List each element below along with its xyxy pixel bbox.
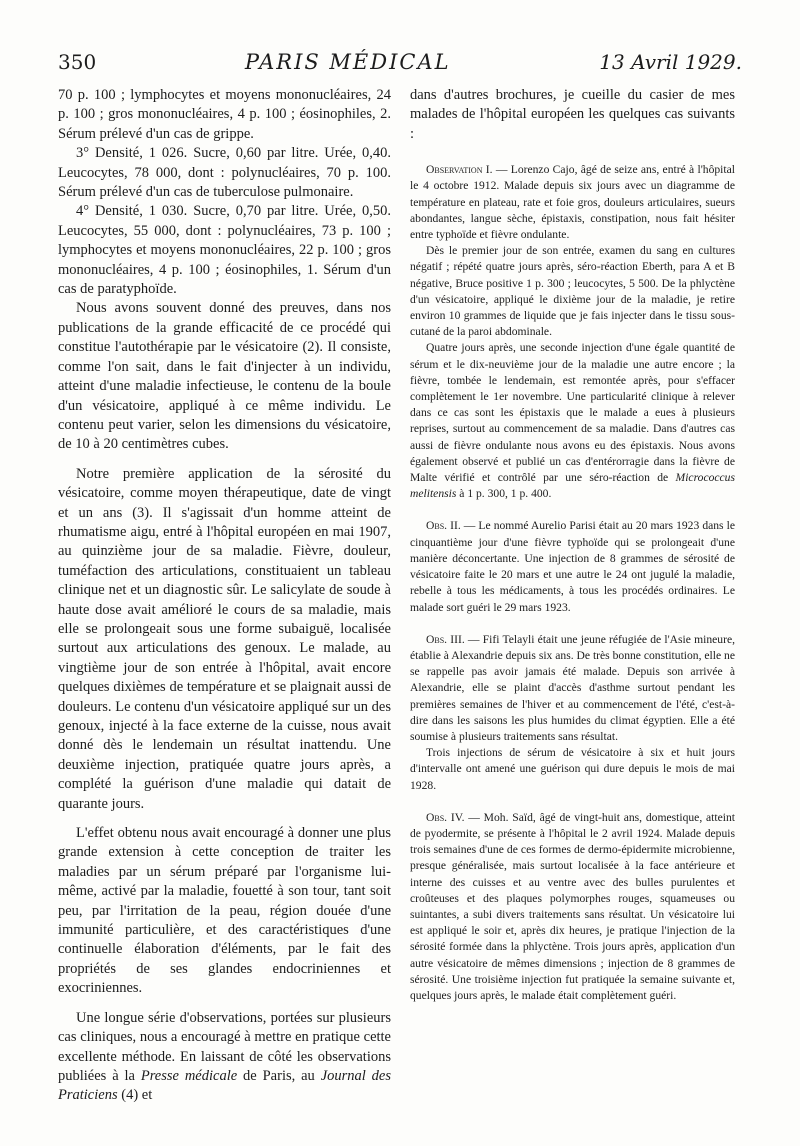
paragraph: L'effet obtenu nous avait encouragé à donner une plus grande extension à cette conception de traiter les maladies par un sérum préparé par l'organisme lui-même, activé par la maladie, fouetté à son tour, tant soit peu, par l'irritation de la peau, région douée d'une immunité particulière, et des caractéristiques d'une continuelle élaboration d'éléments, par le fait des propriétés de ses glandes endocriniennes et exocriniennes. xyxy=(58,825,391,997)
paragraph: Une longue série d'observations, portées sur plusieurs cas cliniques, nous a encouragé à mettre en pratique cette excellente méthode. En laissant de côté les observations publiées à la Presse médicale de Paris, au Journal des Praticiens (4) et xyxy=(58,1009,391,1104)
paragraph: Quatre jours après, une seconde injection d'une égale quantité de sérum et le dix-neuvième jour de la maladie une autre encore ; la fièvre, tombée le lendemain, est remontée après, pour s'effacer complètement le 1er novembre. Une particularité clinique à relever dans ce cas sont les épistaxis que le malade a eues à plusieurs reprises, surtout au commencement de sa maladie. Dans d'autres cas aussi de fièvre ondulante nous avons eu des épistaxis. Nous avons également observé et publié un cas d'entérorragie dans la fièvre de Malte vérifié et contrôlé par une séro-réaction de Micrococcus melitensis à 1 p. 300, 1 p. 400. xyxy=(410,341,735,501)
observation-label: Obs. II. xyxy=(426,519,461,533)
observation-label: Obs. IV. xyxy=(426,810,465,824)
paragraph: Trois injections de sérum de vésicatoire à six et huit jours d'intervalle ont amené une guérison qui dure depuis le mois de mai 1928. xyxy=(410,746,735,792)
paragraph: 70 p. 100 ; lymphocytes et moyens mononucléaires, 24 p. 100 ; gros mononucléaires, 4 p. 100 ; éosinophiles, 2. Sérum prélevé d'un cas de grippe. xyxy=(58,87,391,142)
right-column xyxy=(410,86,735,1004)
paragraph: 3° Densité, 1 026. Sucre, 0,60 par litre. Urée, 0,40. Leucocytes, 78 000, dont : polynucléaires, 70 p. 100. Sérum prélevé d'un cas de tuberculose pulmonaire. xyxy=(58,145,391,201)
paragraph: 4° Densité, 1 030. Sucre, 0,70 par litre. Urée, 0,50. Leucocytes, 55 000, dont : polynucléaires, 73 p. 100 ; lymphocytes et moyens mononucléaires, 22 p. 100 ; gros mononucléaires, 4 p. 100 ; éosinophiles, 1. Sérum d'un cas de paratyphoïde. xyxy=(58,203,391,298)
paragraph: Dès le premier jour de son entrée, examen du sang en cultures négatif ; répété quatre jours après, séro-réaction Eberth, para A et B négative, Bruce positive 1 p. 300 ; leucocytes, 5 500. De la phlyctène d'un vésicatoire, appliqué le dixième jour de la maladie, je retire environ 10 grammes de liquide que je fais injecter dans le tissu sous-cutané de la paroi abdominale. xyxy=(410,244,735,339)
page-header xyxy=(58,50,742,84)
issue-date: 13 Avril 1929. xyxy=(599,50,742,74)
observation-3: Obs. III. — Fifi Telayli était une jeune réfugiée de l'Asie mineure, établie à Alexandrie depuis six ans. De très bonne constitution, elle ne se rappelle pas avoir jamais été malade. Depuis son arrivée à Alexandrie, elle se plaint d'accès d'asthme surtout pendant les premières semaines de l'hiver et au commencement de l'été, c'est-à-dire dans les saisons les plus humides du climat égyptien. Elle a été soumise à plusieurs traitements sans résultat. xyxy=(410,632,735,743)
observation-1: Observation I. — Lorenzo Cajo, âgé de seize ans, entré à l'hôpital le 4 octobre 1912. Malade depuis six jours avec un diagramme de température en plateau, rate et foie gros, douleurs articulaires, sueurs abondantes, langue sèche, épistaxis, constipation, nous fait hésiter entre typhoïde et fièvre ondulante. xyxy=(410,163,735,242)
observation-label: Obs. III. xyxy=(426,632,465,646)
page-number: 350 xyxy=(58,50,97,74)
observation-label: Observation I. xyxy=(426,163,493,177)
paragraph: Notre première application de la sérosité du vésicatoire, comme moyen thérapeutique, date de vingt et un ans (3). Il s'agissait d'un homme atteint de rhumatisme aigu, entré à l'hôpital européen en mai 1907, au quinzième jour de sa maladie. Fièvre, douleur, tuméfaction des articulations, constituaient un tableau clinique net et un diagnostic sûr. Le salicylate de soude à haute dose avait amélioré le cours de sa maladie, mais elle se prolongeait sous une forme subaiguë, localisée surtout aux articulations des genoux. Le malade, au vingtième jour de son entrée à l'hôpital, avait encore quelques dixièmes de température et se plaignait aussi de douleurs. Le contenu d'un vésicatoire appliqué sur un des genoux, injecté à la face externe de la cuisse, nous avait donné dès le lendemain un résultat inattendu. Une deuxième injection, pratiquée quatre jours après, a complété la guérison d'une maladie qui datait de quarante jours. xyxy=(58,465,391,812)
paragraph: Nous avons souvent donné des preuves, dans nos publications de la grande efficacité de ce procédé qui constitue l'autothérapie par le vésicatoire (2). Il consiste, comme l'on sait, dans le fait d'injecter à un individu, atteint d'une maladie infectieuse, le contenu de la boule d'un vésicatoire, appliqué à ce même individu. Le contenu peut varier, selon les dimensions du vésicatoire, de 10 à 20 centimètres cubes. xyxy=(58,300,391,453)
observation-2: Obs. II. — Le nommé Aurelio Parisi était au 20 mars 1923 dans le cinquantième jour d'une fièvre typhoïde qui se prolongeait d'une manière déconcertante. Une injection de 8 grammes de sérosité de vésicatoire faite le 20 mars et une autre le 24 ont jugulé la maladie, rebelle à tous les médicaments, à tous les procédés ordinaires. Le malade sort guéri le 29 mars 1923. xyxy=(410,519,735,614)
journal-praticiens-ref: Journal des Praticiens xyxy=(58,1067,391,1104)
observation-4: Obs. IV. — Moh. Saïd, âgé de vingt-huit ans, domestique, atteint de pyodermite, se présente à l'hôpital le 2 avril 1924. Malade depuis trois semaines d'une de ces formes de dermo-épidermite microbienne, presque généralisée, mais surtout localisée à la face antérieure et interne des cuisses et au ventre avec des bulles purulentes et croûteuses et des plaques polymorphes rouges, squameuses ou suintantes, a subi divers traitements sans résultat. Un vésicatoire lui est appliqué le soir et, après dix heures, je pratique l'injection de la sérosité formée dans la phlyctène. Trois jours après, application d'un autre vésicatoire de mêmes dimensions ; injection de 8 grammes de sérosité. Une troisième injection fut pratiquée la semaine suivante et, quelques jours après, le malade était complètement guéri. xyxy=(410,810,735,1002)
presse-medicale-ref: Presse médicale xyxy=(140,1067,238,1084)
left-column xyxy=(58,86,391,1106)
journal-title: PARIS MÉDICAL xyxy=(244,50,451,74)
intro-paragraph: dans d'autres brochures, je cueille du casier de mes malades de l'hôpital européen les quelques cas suivants : xyxy=(410,87,735,142)
